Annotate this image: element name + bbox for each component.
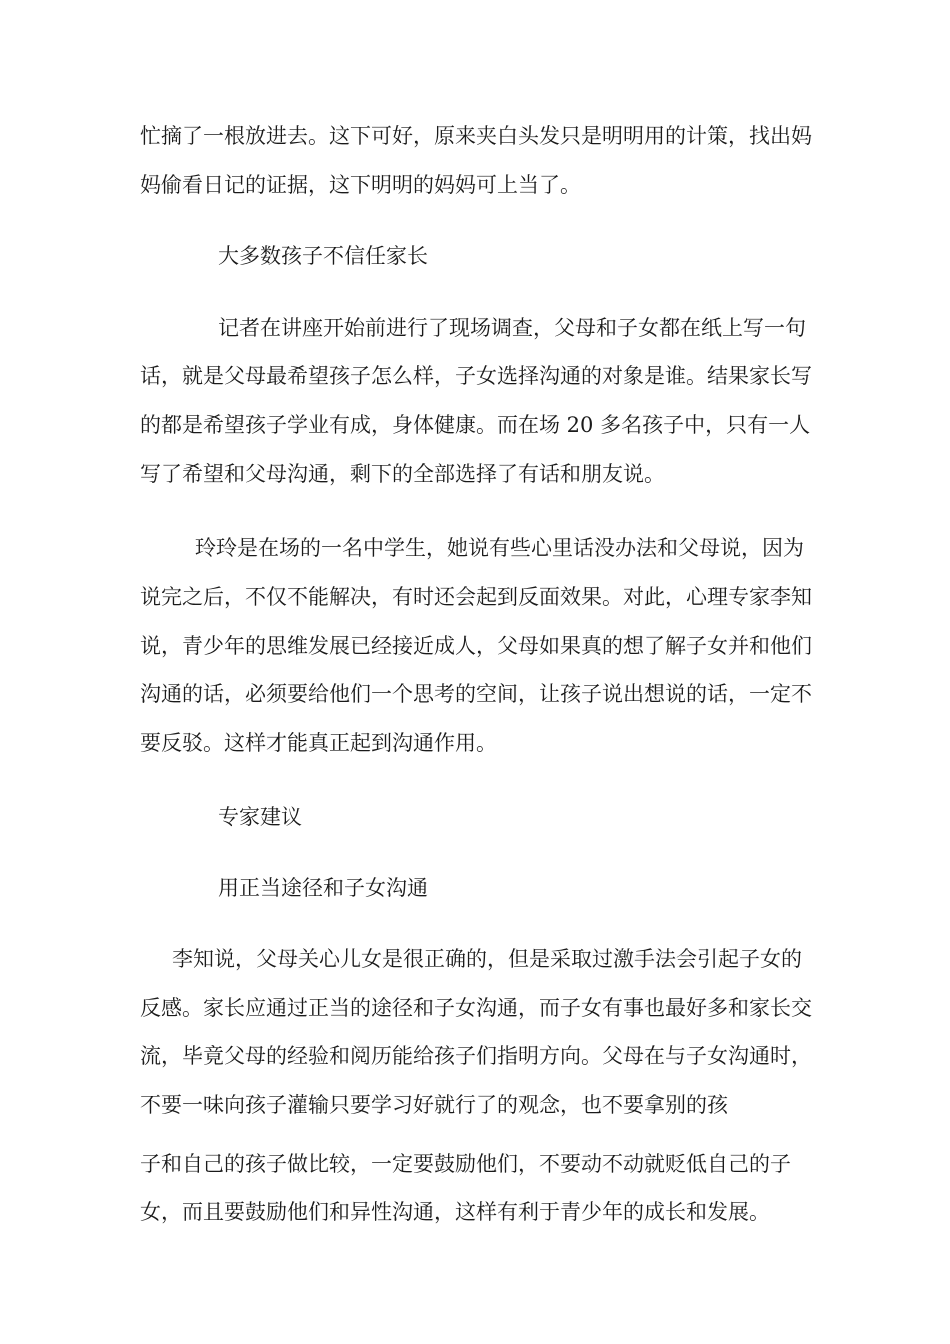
paragraph-2-line-1: 记者在讲座开始前进行了现场调查，父母和子女都在纸上写一句 (218, 316, 806, 340)
section-heading-proper-channels: 用正当途径和子女沟通 (218, 876, 428, 900)
paragraph-4-line-4: 不要一味向孩子灌输只要学习好就行了的观念，也不要拿别的孩 (140, 1093, 728, 1117)
paragraph-3-line-5: 要反驳。这样才能真正起到沟通作用。 (140, 731, 497, 755)
paragraph-3-line-3: 说，青少年的思维发展已经接近成人，父母如果真的想了解子女并和他们 (140, 634, 812, 658)
paragraph-4-line-5: 子和自己的孩子做比较，一定要鼓励他们，不要动不动就贬低自己的子 (140, 1152, 791, 1176)
paragraph-2-line-4: 写了希望和父母沟通，剩下的全部选择了有话和朋友说。 (140, 462, 665, 486)
paragraph-4-line-2: 反感。家长应通过正当的途径和子女沟通，而子女有事也最好多和家长交 (140, 996, 812, 1020)
paragraph-2-line-3: 的都是希望孩子学业有成，身体健康。而在场 20 多名孩子中，只有一人 (140, 413, 811, 437)
paragraph-1-line-2: 妈偷看日记的证据，这下明明的妈妈可上当了。 (140, 173, 581, 197)
paragraph-4-line-3: 流，毕竟父母的经验和阅历能给孩子们指明方向。父母在与子女沟通时， (140, 1044, 812, 1068)
paragraph-3-line-1: 玲玲是在场的一名中学生，她说有些心里话没办法和父母说，因为 (195, 536, 804, 560)
paragraph-1-line-1: 忙摘了一根放进去。这下可好，原来夹白头发只是明明用的计策，找出妈 (140, 124, 812, 148)
paragraph-3-line-2: 说完之后，不仅不能解决，有时还会起到反面效果。对此，心理专家李知 (140, 585, 812, 609)
paragraph-3-line-4: 沟通的话，必须要给他们一个思考的空间，让孩子说出想说的话，一定不 (140, 682, 812, 706)
paragraph-2-line-2: 话，就是父母最希望孩子怎么样，子女选择沟通的对象是谁。结果家长写 (140, 364, 812, 388)
section-heading-distrust: 大多数孩子不信任家长 (218, 244, 428, 268)
paragraph-4-line-6: 女，而且要鼓励他们和异性沟通，这样有利于青少年的成长和发展。 (140, 1200, 770, 1224)
paragraph-4-line-1: 李知说，父母关心儿女是很正确的，但是采取过激手法会引起子女的 (172, 947, 802, 971)
section-heading-expert-advice: 专家建议 (218, 805, 302, 829)
